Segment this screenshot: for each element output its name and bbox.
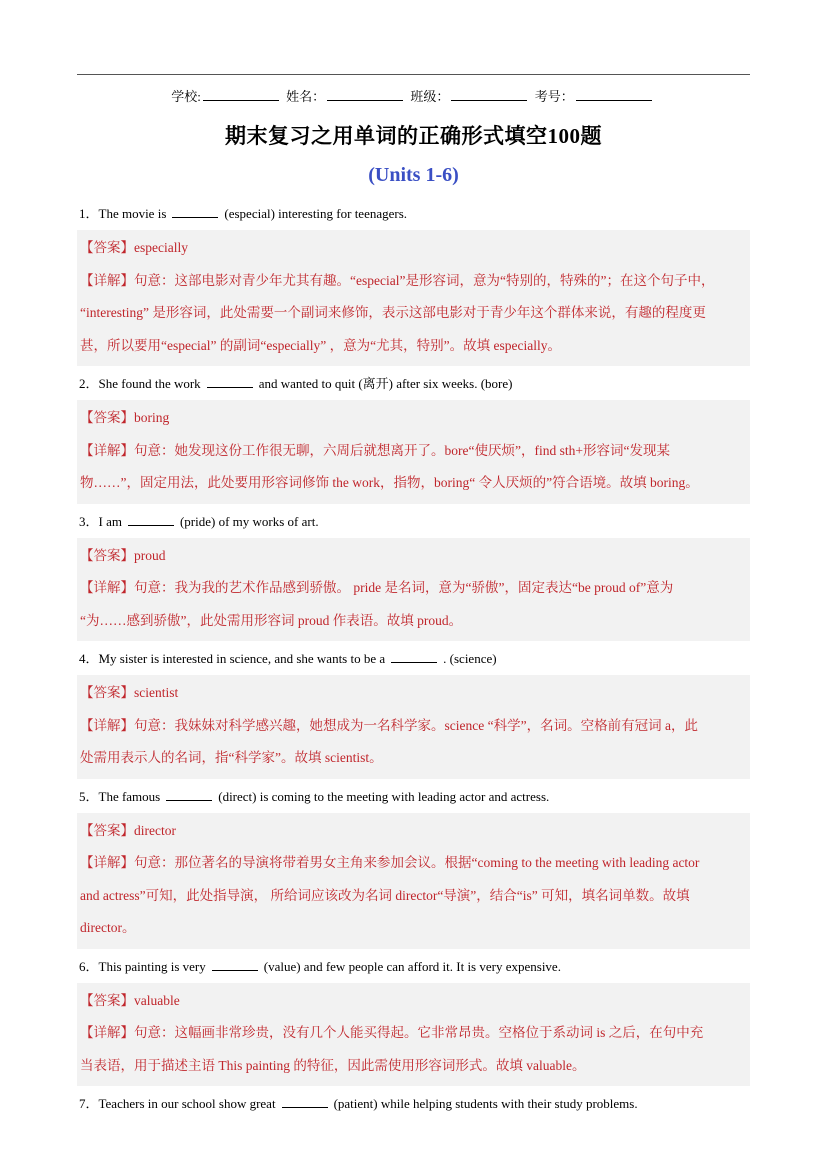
question-text-before: 6．This painting is very xyxy=(79,958,206,974)
explain-tag: 【详解】 xyxy=(80,580,134,595)
question-text-after: (direct) is coming to the meeting with leading actor and actress. xyxy=(218,788,550,804)
question xyxy=(77,372,750,396)
question-text-after: (value) and few people can afford it. It is very expensive. xyxy=(263,958,561,974)
explanation-line xyxy=(80,847,748,880)
explanation-line xyxy=(80,297,748,330)
exam-no-blank[interactable] xyxy=(576,89,652,101)
explain-tag: 【详解】 xyxy=(80,717,134,733)
question xyxy=(77,955,750,979)
name-label: 姓名： xyxy=(286,89,326,104)
answer-blank[interactable] xyxy=(391,650,437,663)
question-text-before: 7．Teachers in our school show great xyxy=(79,1096,276,1111)
answer-line xyxy=(80,815,748,848)
explanation-text: director。 xyxy=(80,920,136,935)
answer-line xyxy=(80,540,748,573)
page-title: 期末复习之用单词的正确形式填空100题 xyxy=(225,124,602,148)
answer-blank[interactable] xyxy=(282,1095,328,1108)
answer-tag: 【答案】 xyxy=(80,685,134,700)
answer-tag: 【答案】 xyxy=(80,992,134,1008)
answer-value: boring xyxy=(134,410,170,425)
answer-tag: 【答案】 xyxy=(80,547,134,563)
answer-line xyxy=(80,677,748,710)
question xyxy=(77,510,750,534)
question-text-before: 2．She found the work xyxy=(79,376,201,391)
answer-blank[interactable] xyxy=(207,375,253,388)
school-label: 学校: xyxy=(171,89,201,104)
answer-line xyxy=(80,402,748,435)
explanation-line xyxy=(80,1050,748,1083)
explain-tag: 【详解】 xyxy=(80,442,134,458)
explanation-line xyxy=(80,880,748,913)
question-text-before: 3．I am xyxy=(79,513,122,529)
answer-blank[interactable] xyxy=(172,205,218,218)
answer-box xyxy=(77,400,750,504)
explain-tag: 【详解】 xyxy=(80,1025,134,1040)
answer-blank[interactable] xyxy=(128,513,174,526)
explanation-line xyxy=(80,435,748,468)
answer-tag: 【答案】 xyxy=(80,410,134,425)
exam-no-label: 考号： xyxy=(534,89,574,104)
question-text-after: (patient) while helping students with their study problems. xyxy=(333,1096,638,1111)
explanation-line xyxy=(80,605,748,638)
explanation-text: 物……”，固定用法，此处要用形容词修饰 the work，指物，boring“ 令人厌烦的”符合语境。故填 boring。 xyxy=(80,475,699,490)
question xyxy=(77,202,750,226)
explanation-text: “interesting” 是形容词，此处需要一个副词来修饰，表示这部电影对于青少年这个群体来说，有趣的程度更 xyxy=(80,305,706,320)
question-text-before: 4．My sister is interested in science, and she wants to be a xyxy=(79,651,386,666)
answer-value: director xyxy=(134,822,176,838)
explanation-text: and actress”可知，此处指导演， 所给词应该改为名词 director“导演”，结合“is” 可知，填名词单数。故填 xyxy=(80,887,690,903)
answer-blank[interactable] xyxy=(212,958,258,971)
answer-line xyxy=(80,232,748,265)
question xyxy=(77,785,750,809)
explanation-text: 句意：这幅画非常珍贵，没有几个人能买得起。它非常昂贵。空格位于系动词 is 之后，在句中充 xyxy=(134,1025,704,1040)
question-text-after: . (science) xyxy=(443,651,497,666)
question-text-after: (especial) interesting for teenagers. xyxy=(224,206,408,221)
explanation-line xyxy=(80,912,748,945)
question-text-after: and wanted to quit (离开) after six weeks. (bore) xyxy=(258,376,513,391)
explanation-line xyxy=(80,572,748,605)
explanation-text: 句意：她发现这份工作很无聊，六周后就想离开了。bore“使厌烦”，find sth+形容词“发现某 xyxy=(134,442,670,458)
question xyxy=(77,1092,750,1116)
answer-box xyxy=(77,813,750,949)
answer-box xyxy=(77,538,750,642)
question-text-after: (pride) of my works of art. xyxy=(179,513,319,529)
school-blank[interactable] xyxy=(203,89,279,101)
page-subtitle: (Units 1-6) xyxy=(368,164,459,186)
answer-tag: 【答案】 xyxy=(80,822,134,838)
explanation-line xyxy=(80,467,748,500)
explanation-line xyxy=(80,710,748,743)
question-list xyxy=(77,202,750,1116)
explanation-text: 句意：我妹妹对科学感兴趣，她想成为一名科学家。science “科学”，名词。空格前有冠词 a，此 xyxy=(134,717,698,733)
explanation-text: 处需用表示人的名词，指“科学家”。故填 scientist。 xyxy=(80,750,383,765)
header-rule xyxy=(77,74,750,75)
answer-box xyxy=(77,983,750,1087)
question-text-before: 5．The famous xyxy=(79,788,161,804)
answer-value: scientist xyxy=(134,685,179,700)
explanation-text: 甚，所以要用“especial” 的副词“especially” ，意为“尤其，特别”。故填 especially。 xyxy=(80,337,561,353)
explanation-text: 当表语，用于描述主语 This painting 的特征，因此需使用形容词形式。故填 valuable。 xyxy=(80,1057,586,1073)
answer-box xyxy=(77,675,750,779)
answer-blank[interactable] xyxy=(166,788,212,801)
explain-tag: 【详解】 xyxy=(80,855,134,870)
question-text-before: 1．The movie is xyxy=(79,206,167,221)
class-label: 班级： xyxy=(410,89,450,104)
answer-value: proud xyxy=(134,547,166,563)
explanation-line xyxy=(80,265,748,298)
explanation-line xyxy=(80,742,748,775)
explanation-text: 句意：这部电影对青少年尤其有趣。“especial”是形容词，意为“特别的，特殊的”；在这个句子中， xyxy=(134,272,715,288)
answer-value: valuable xyxy=(134,992,180,1008)
name-blank[interactable] xyxy=(327,89,403,101)
class-blank[interactable] xyxy=(451,89,527,101)
explanation-text: 句意：我为我的艺术作品感到骄傲。 pride 是名词，意为“骄傲”，固定表达“be proud of”意为 xyxy=(134,580,674,595)
explanation-text: 句意：那位著名的导演将带着男女主角来参加会议。根据“coming to the meeting with leading actor xyxy=(134,855,700,870)
explanation-text: “为……感到骄傲”，此处需用形容词 proud 作表语。故填 proud。 xyxy=(80,612,463,628)
answer-box xyxy=(77,230,750,366)
answer-tag: 【答案】 xyxy=(80,240,134,255)
answer-value: especially xyxy=(134,240,188,255)
explanation-line xyxy=(80,1017,748,1050)
student-info-line xyxy=(0,86,827,105)
explain-tag: 【详解】 xyxy=(80,272,134,288)
explanation-line xyxy=(80,330,748,363)
question xyxy=(77,647,750,671)
answer-line xyxy=(80,985,748,1018)
